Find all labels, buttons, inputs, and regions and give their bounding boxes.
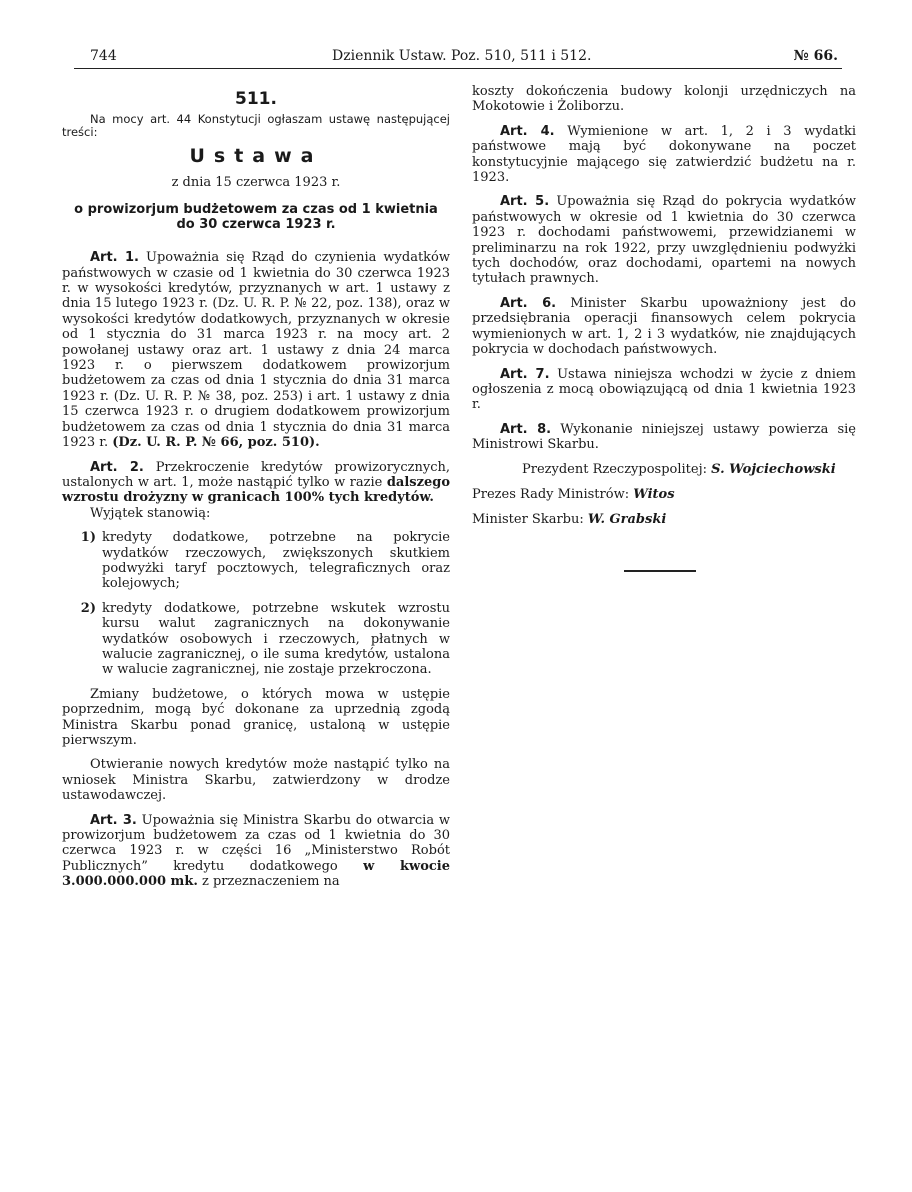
issue-number: № 66. bbox=[793, 48, 838, 64]
article-3-text-end: z przeznaczeniem na bbox=[202, 874, 340, 890]
header-rule bbox=[74, 68, 842, 69]
exception-item-2-number: 2) bbox=[80, 600, 96, 616]
journal-title: Dziennik Ustaw. Poz. 510, 511 i 512. bbox=[332, 48, 592, 64]
act-number: 511. bbox=[235, 89, 277, 109]
article-3 bbox=[62, 813, 450, 890]
signature-prime-minister-role: Prezes Rady Ministrów: bbox=[472, 486, 630, 502]
article-8-text: Wykonanie niniejszej ustawy powierza się Ministrowi Skarbu. bbox=[472, 421, 856, 453]
right-column bbox=[472, 84, 856, 538]
act-date: z dnia 15 czerwca 1923 r. bbox=[171, 174, 341, 190]
end-rule bbox=[624, 570, 696, 572]
article-7 bbox=[472, 367, 856, 413]
exception-item-2-text: kredyty dodatkowe, potrzebne wskutek wzrostu kursu walut zagranicznych na dokonywanie wydatków osobowych i rzeczowych, płatnych w walucie zagranicznej, o ile suma kredytów, ustalona w walucie zagranicznej, nie zostaje przekroczona. bbox=[102, 600, 450, 678]
article-2 bbox=[62, 460, 450, 506]
article-6-label: Art. 6. bbox=[500, 295, 557, 311]
paragraph-new-credits: Otwieranie nowych kredytów może nastąpić tylko na wniosek Ministra Skarbu, zatwierdzony w drodze ustawodawczej. bbox=[62, 757, 450, 804]
article-3-continuation: koszty dokończenia budowy kolonji urzędniczych na Mokotowie i Żoliborzu. bbox=[472, 84, 856, 115]
article-8 bbox=[472, 422, 856, 453]
article-3-text: Upoważnia się Ministra Skarbu do otwarcia w prowizorjum budżetowem za czas od 1 kwietnia do 30 czerwca 1923 r. w części 16 „Ministerstwo Robót Publicznych” kredytu dodatkowego bbox=[62, 812, 450, 874]
article-4-label: Art. 4. bbox=[500, 123, 555, 139]
exception-item-1 bbox=[62, 530, 450, 592]
article-1-label: Art. 1. bbox=[90, 250, 139, 266]
signature-president-name: S. Wojciechowski bbox=[711, 461, 836, 477]
signature-prime-minister-name: Witos bbox=[633, 486, 675, 502]
article-3-amount: w kwocie 3.000.000.000 mk. bbox=[62, 858, 450, 890]
article-1-text: Upoważnia się Rząd do czynienia wydatków państwowych w czasie od 1 kwietnia do 30 czerwca 1923 r. w wysokości kredytów, przyznanych w art. 1 ustawy z dnia 15 lutego 1923 r. (Dz. U. R. P. № 22, poz. 138), oraz w wysokości kredytów dodatkowych, przyznanych w okresie od 1 stycznia do 31 marca 1923 r. na mocy art. 2 powołanej ustawy oraz art. 1 ustawy z dnia 24 marca 1923 r. o pierwszem dodatkowem prowizorjum budżetowem za czas od dnia 1 stycznia do dnia 31 marca 1923 r. (Dz. U. R. P. № 38, poz. 253) i art. 1 ustawy z dnia 15 czerwca 1923 r. o drugiem dodatkowem prowizorjum budżetowem za czas od dnia 1 stycznia do dnia 31 marca 1923 r. bbox=[62, 250, 451, 451]
article-5-text: Upoważnia się Rząd do pokrycia wydatków państwowych w okresie od 1 kwietnia do 30 czerwca 1923 r. dochodami państwowemi, przewidzianemi w preliminarzu na rok 1922, przy uwzględnieniu podwyżki tych dochodów, oraz dochodami, opartemi na nowych tytułach prawnych. bbox=[472, 194, 857, 287]
preamble: Na mocy art. 44 Konstytucji ogłaszam ustawę następującej treści: bbox=[62, 112, 450, 140]
article-4 bbox=[472, 124, 856, 186]
paragraph-changes: Zmiany budżetowe, o których mowa w ustępie poprzednim, mogą być dokonane za uprzednią zgodą Ministra Skarbu ponad granicę, ustaloną w ustępie pierwszym. bbox=[62, 686, 450, 748]
exception-item-1-text: kredyty dodatkowe, potrzebne na pokrycie wydatków rzeczowych, zwiększonych skutkiem podwyżki taryf pocztowych, telegraficznych oraz kolejowych; bbox=[102, 530, 450, 592]
article-1 bbox=[62, 250, 450, 450]
article-4-text: Wymienione w art. 1, 2 i 3 wydatki państwowe mają być dokonywane na poczet konstytucyjnie mającego się zatwierdzić budżetu na r. 1923. bbox=[472, 123, 856, 186]
signature-finance-minister-role: Minister Skarbu: bbox=[472, 512, 584, 528]
article-8-label: Art. 8. bbox=[500, 421, 552, 437]
page-number: 744 bbox=[90, 48, 117, 64]
article-5 bbox=[472, 194, 856, 286]
signature-president-role: Prezydent Rzeczypospolitej: bbox=[522, 461, 708, 477]
act-title: o prowizorjum budżetowem za czas od 1 kwietnia do 30 czerwca 1923 r. bbox=[74, 202, 438, 233]
article-6 bbox=[472, 296, 856, 358]
signature-president bbox=[472, 462, 856, 477]
running-header bbox=[70, 42, 842, 66]
exception-item-2 bbox=[62, 601, 450, 678]
exception-item-1-number: 1) bbox=[80, 530, 96, 546]
signature-finance-minister-name: W. Grabski bbox=[587, 512, 667, 528]
signature-finance-minister bbox=[472, 512, 856, 527]
article-3-label: Art. 3. bbox=[90, 812, 137, 828]
article-1-ref: (Dz. U. R. P. № 66, poz. 510). bbox=[112, 435, 320, 451]
article-6-text: Minister Skarbu upoważniony jest do przedsiębrania operacji finansowych celem pokrycia wymienionych w art. 1, 2 i 3 wydatków, nie znajdujących pokrycia w dochodach państwowych. bbox=[472, 295, 856, 358]
signature-prime-minister bbox=[472, 487, 856, 502]
article-2-text: Przekroczenie kredytów prowizorycznych, ustalonych w art. 1, może nastąpić tylko w razie bbox=[62, 459, 450, 490]
act-heading: Ustawa bbox=[189, 145, 323, 168]
left-column bbox=[62, 84, 450, 899]
article-7-label: Art. 7. bbox=[500, 366, 550, 382]
article-7-text: Ustawa niniejsza wchodzi w życie z dniem ogłoszenia z mocą obowiązującą od dnia 1 kwietnia 1923 r. bbox=[472, 366, 856, 413]
exceptions-intro: Wyjątek stanowią: bbox=[90, 505, 211, 521]
article-5-label: Art. 5. bbox=[500, 194, 550, 210]
article-2-bold-text: dalszego wzrostu drożyzny w granicach 100% tych kredytów. bbox=[62, 474, 450, 506]
article-2-label: Art. 2. bbox=[90, 459, 144, 475]
